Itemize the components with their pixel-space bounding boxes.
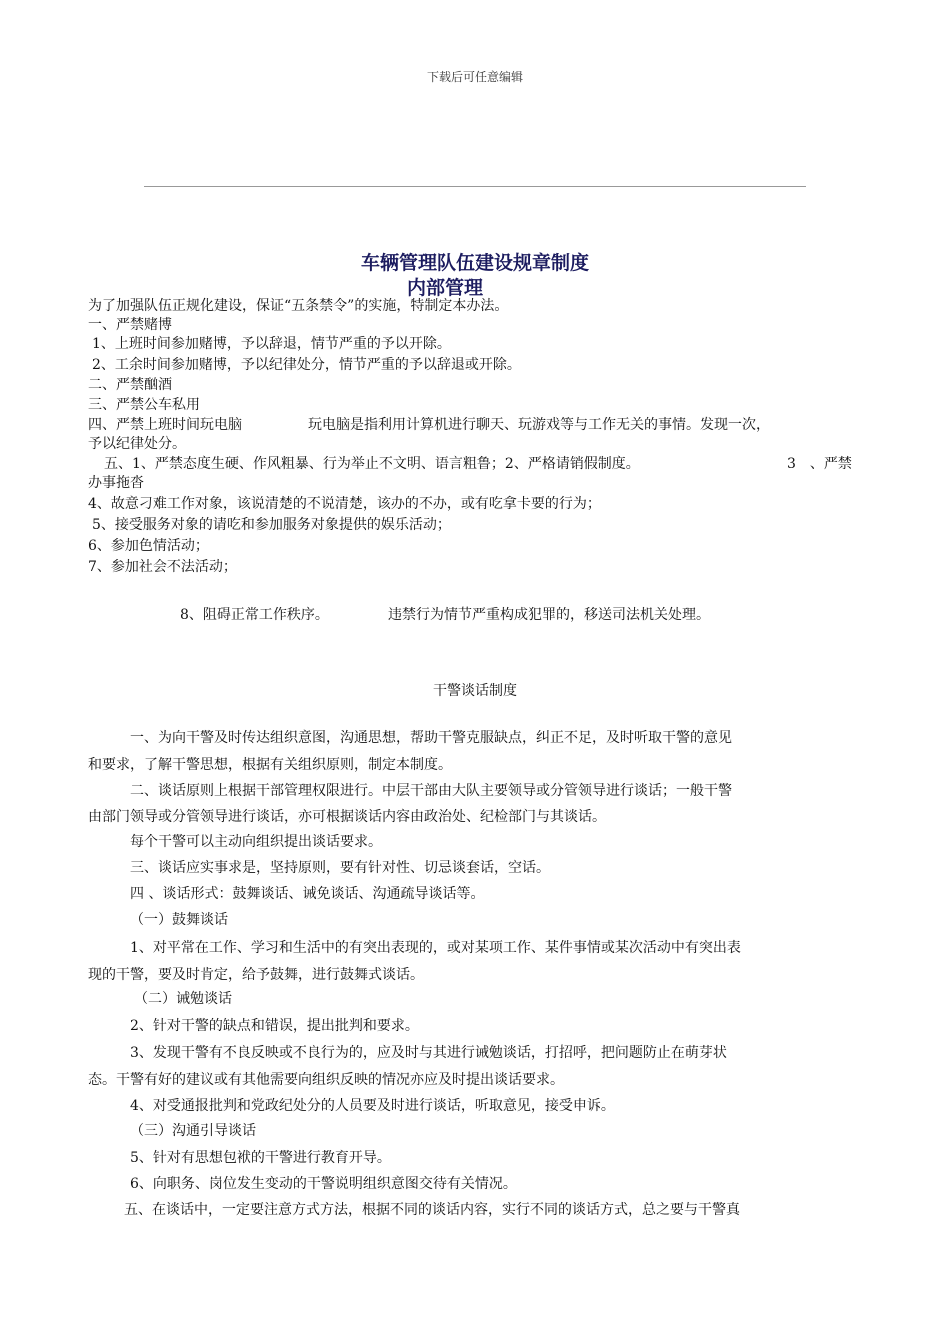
talk-system-title: 干警谈话制度 [433,683,517,699]
talk-paragraph-line: 6、向职务、岗位发生变动的干警说明组织意图交待有关情况。 [130,1176,517,1192]
header-note: 下载后可任意编辑 [426,70,523,84]
header-divider [144,186,806,187]
talk-subheading: （一）鼓舞谈话 [130,912,228,928]
talk-paragraph-line: 一、为向干警及时传达组织意图，沟通思想，帮助干警克服缺点，纠正不足，及时听取干警的意见 [130,730,732,746]
rule-5-6: 6、参加色情活动； [88,538,209,554]
rule-4-continued: 予以纪律处分。 [88,436,186,452]
talk-paragraph-line: 三、谈话应实事求是，坚持原则，要有针对性、切忌谈套话，空话。 [130,860,550,876]
rule-5-5: 5、接受服务对象的请吃和参加服务对象提供的娱乐活动； [92,517,451,533]
rule-5-7: 7、参加社会不法活动； [88,559,237,575]
document-title: 车辆管理队伍建设规章制度 [360,252,589,274]
talk-paragraph-line: 每个干警可以主动向组织提出谈话要求。 [130,834,382,850]
rule-heading-5: 五、1、严禁态度生硬、作风粗暴、行为举止不文明、语言粗鲁；2、严格请销假制度。 [104,456,640,472]
talk-paragraph-line: 2、针对干警的缺点和错误，提出批判和要求。 [130,1018,419,1034]
rule-heading-4: 四、严禁上班时间玩电脑 [88,417,242,433]
rule-heading-3: 三、严禁公车私用 [88,397,200,413]
talk-subheading: （二）诫勉谈话 [134,991,232,1007]
rule-heading-2: 二、严禁酗酒 [88,377,172,393]
rule-5-8: 8、阻碍正常工作秩序。 [180,607,329,623]
talk-paragraph-line: 4、对受通报批判和党政纪处分的人员要及时进行谈话，听取意见，接受申诉。 [130,1098,615,1114]
rule-5-3-start: 3 、严禁 [787,456,852,472]
talk-paragraph-line: 现的干警，要及时肯定，给予鼓舞，进行鼓舞式谈话。 [88,967,424,983]
talk-subheading: （三）沟通引导谈话 [130,1123,256,1139]
talk-paragraph-line: 五、在谈话中，一定要注意方式方法，根据不同的谈话内容，实行不同的谈话方式，总之要与干警真 [124,1202,740,1218]
talk-paragraph-line: 二、谈话原则上根据干部管理权限进行。中层干部由大队主要领导或分管领导进行谈话；一般干警 [130,783,732,799]
rule-4-text: 玩电脑是指利用计算机进行聊天、玩游戏等与工作无关的事情。发现一次， [308,417,770,433]
rule-heading-1: 一、严禁赌博 [88,317,172,333]
talk-paragraph-line: 5、针对有思想包袱的干警进行教育开导。 [130,1150,391,1166]
rule-5-8-penalty: 违禁行为情节严重构成犯罪的，移送司法机关处理。 [388,607,710,623]
talk-paragraph-line: 1、对平常在工作、学习和生活中的有突出表现的，或对某项工作、某件事情或某次活动中有突出表 [130,940,741,956]
section-title-internal-management: 内部管理 [406,277,483,299]
talk-paragraph-line: 和要求，了解干警思想，根据有关组织原则，制定本制度。 [88,757,452,773]
talk-paragraph-line: 3、发现干警有不良反映或不良行为的，应及时与其进行诫勉谈话，打招呼，把问题防止在萌芽状 [130,1045,727,1061]
talk-paragraph-line: 态。干警有好的建议或有其他需要向组织反映的情况亦应及时提出谈话要求。 [88,1072,564,1088]
rule-item-1-1: 1、上班时间参加赌博，予以辞退，情节严重的予以开除。 [92,336,451,352]
talk-paragraph-line: 由部门领导或分管领导进行谈话，亦可根据谈话内容由政治处、纪检部门与其谈话。 [88,809,606,825]
rule-5-4: 4、故意刁难工作对象，该说清楚的不说清楚，该办的不办，或有吃拿卡要的行为； [88,496,601,512]
rule-item-1-2: 2、工余时间参加赌博，予以纪律处分，情节严重的予以辞退或开除。 [92,357,521,373]
talk-paragraph-line: 四 、谈话形式：鼓舞谈话、诫免谈话、沟通疏导谈话等。 [130,886,485,902]
rule-5-3-end: 办事拖沓 [88,475,144,491]
intro-paragraph: 为了加强队伍正规化建设，保证“五条禁令”的实施，特制定本办法。 [88,298,509,314]
